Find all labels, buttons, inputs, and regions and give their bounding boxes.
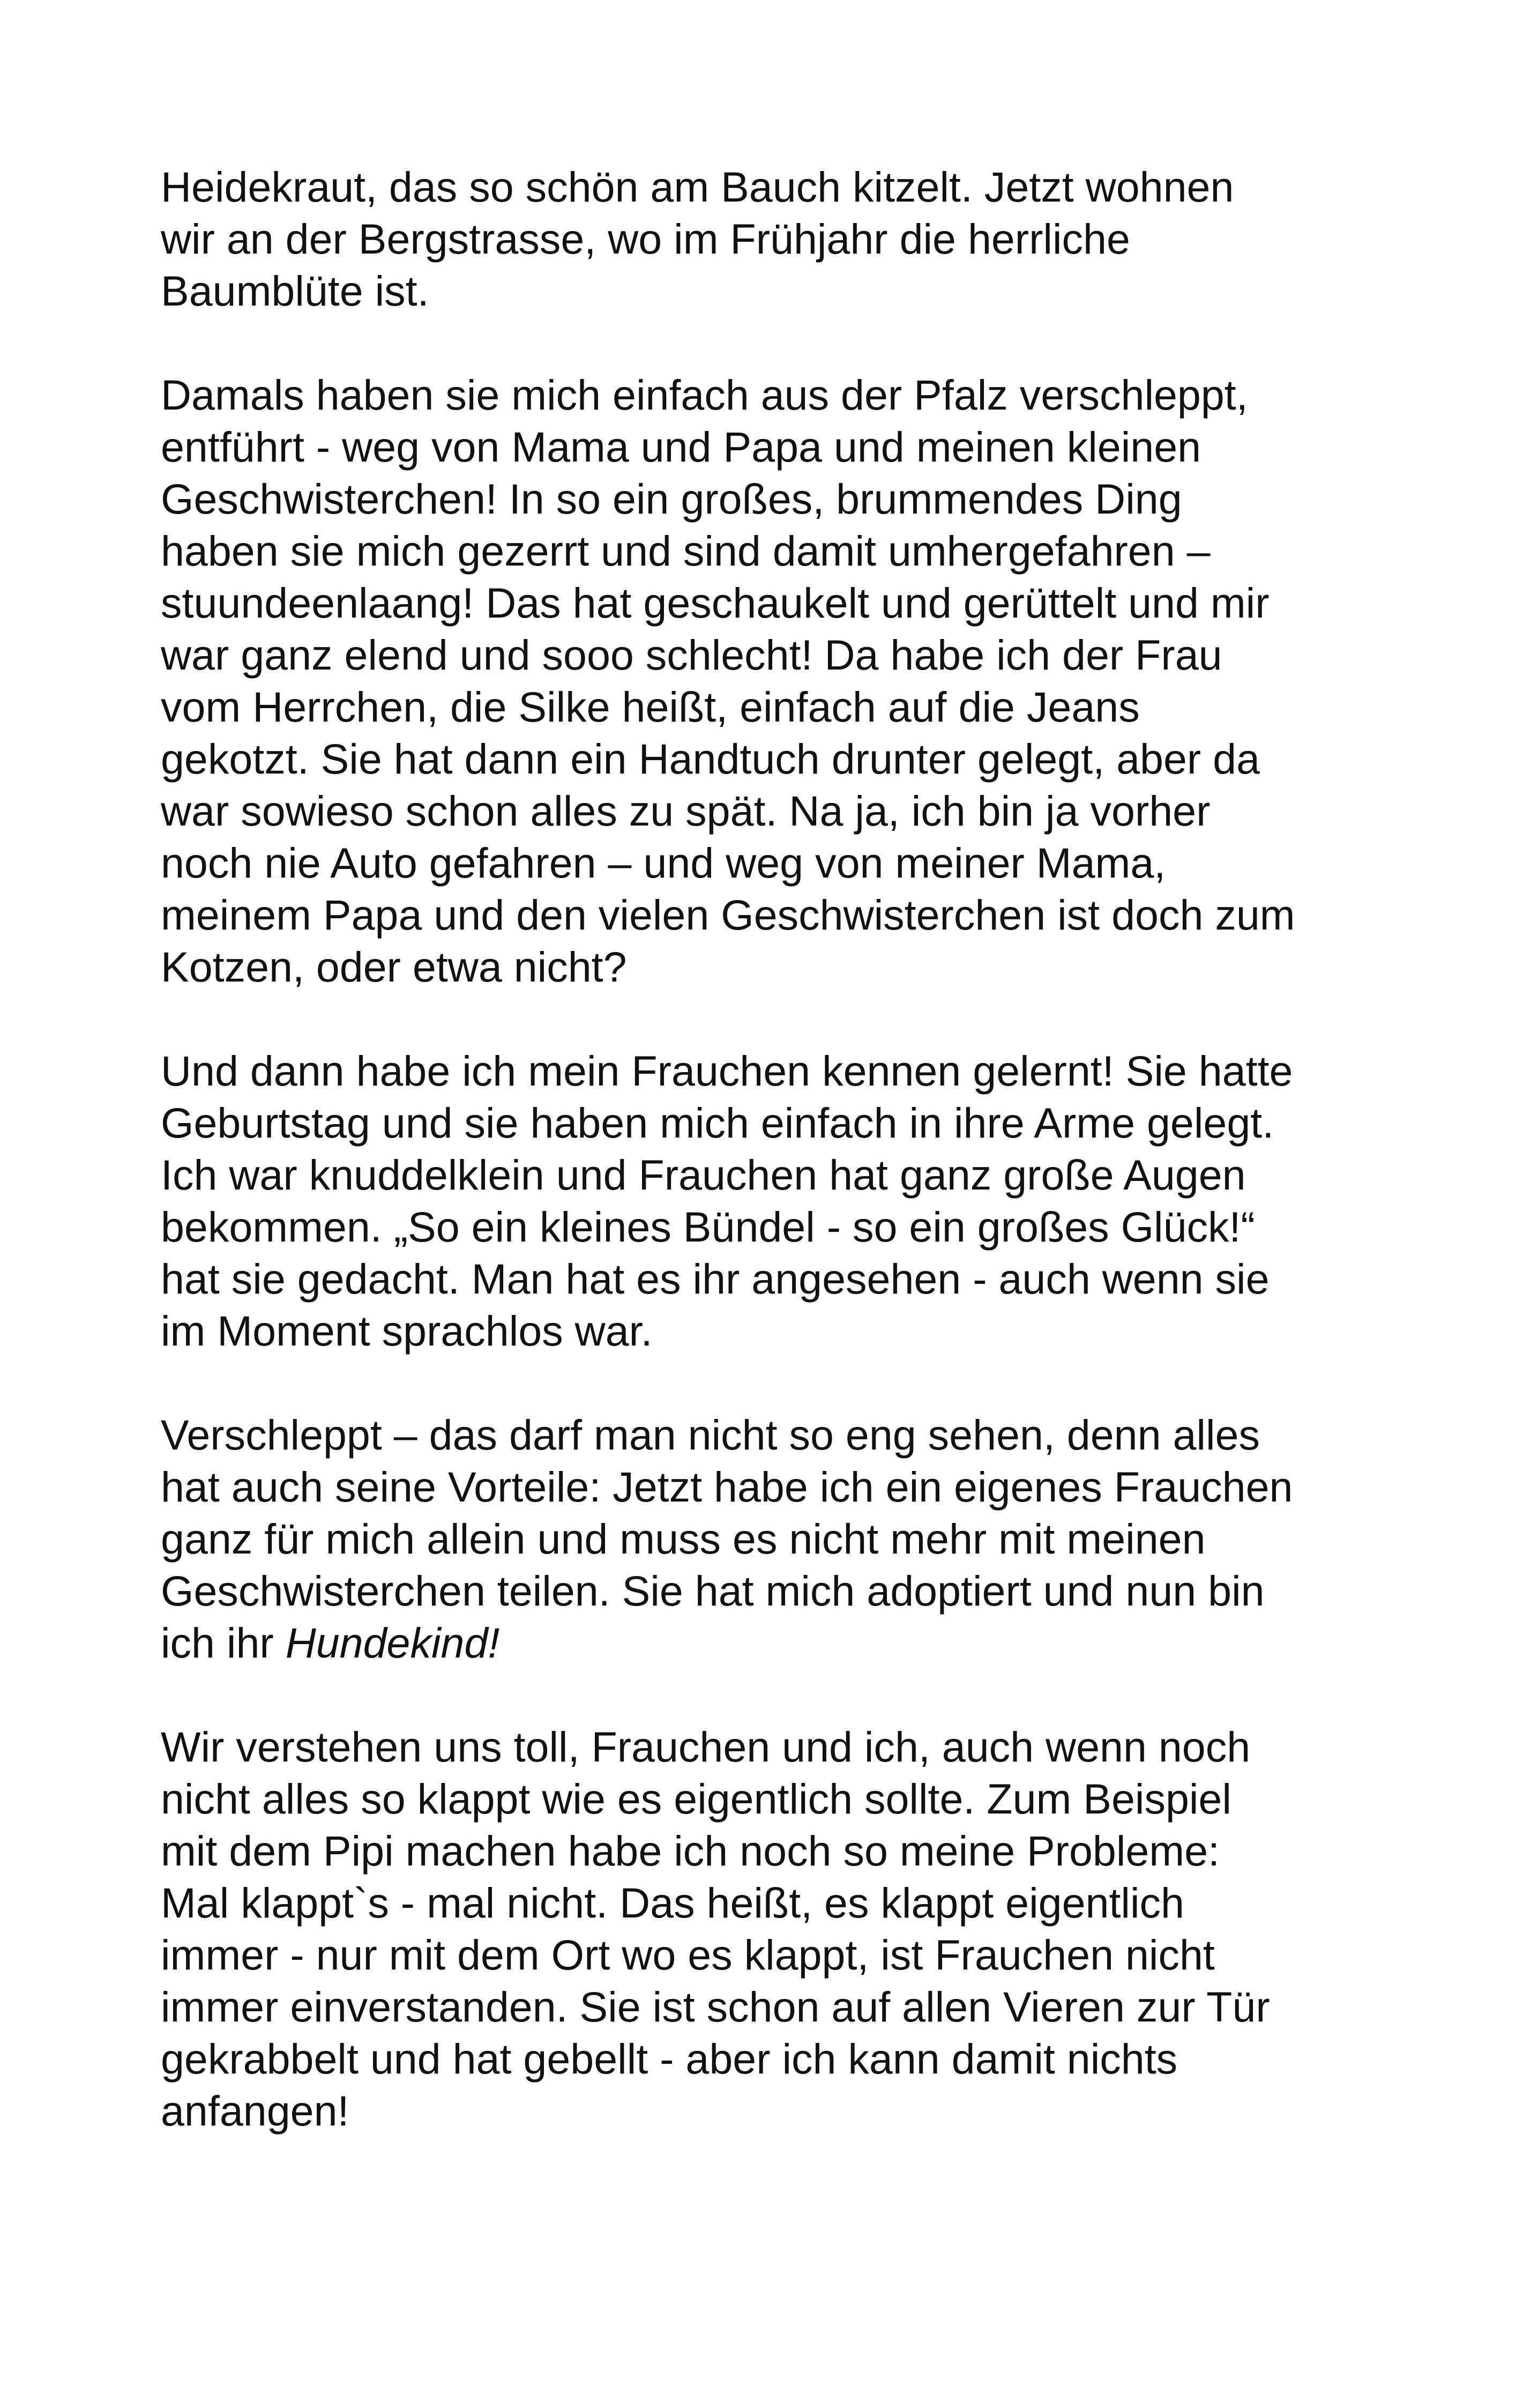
paragraph-4 [161, 1409, 1393, 1669]
body-text [161, 161, 1393, 2137]
paragraph-5: Wir verstehen uns toll, Frauchen und ich, auch wenn noch nicht alles so klappt wie es eigentlich sollte. Zum Beispiel mit dem Pipi machen habe ich noch so meine Probleme: Mal klappt`s - mal nicht. Das heißt, es klappt eigentlich immer - nur mit dem Ort wo es klappt, ist Frauchen nicht immer einverstanden. Sie ist schon auf allen Vieren zur Tür gekrabbelt und hat gebellt - aber ich kann damit nichts anfangen! [161, 1723, 1270, 2135]
paragraph-2: Damals haben sie mich einfach aus der Pfalz verschleppt, entführt - weg von Mama und Papa und meinen kleinen Geschwisterchen! In so ein großes, brummendes Ding haben sie mich gezerrt und sind damit umhergefahren – stuundeenlaang! Das hat geschaukelt und gerüttelt und mir war ganz elend und sooo schlecht! Da habe ich der Frau vom Herrchen, die Silke heißt, einfach auf die Jeans gekotzt. Sie hat dann ein Handtuch drunter gelegt, aber da war sowieso schon alles zu spät. Na ja, ich bin ja vorher noch nie Auto gefahren – und weg von meiner Mama, meinem Papa und den vielen Geschwisterchen ist doch zum Kotzen, oder etwa nicht? [161, 371, 1295, 991]
paragraph-3: Und dann habe ich mein Frauchen kennen gelernt! Sie hatte Geburtstag und sie haben mich einfach in ihre Arme gelegt. Ich war knuddelklein und Frauchen hat ganz große Augen bekommen. „So ein kleines Bündel - so ein großes Glück!“ hat sie gedacht. Man hat es ihr angesehen - auch wenn sie im Moment sprachlos war. [161, 1047, 1293, 1355]
paragraph-4-emphasis: Hundekind! [285, 1619, 500, 1667]
paragraph-4-text: Verschleppt – das darf man nicht so eng sehen, denn alles hat auch seine Vorteile: Jetzt habe ich ein eigenes Frauchen ganz für mich allein und muss es nicht mehr mit meinen Geschwisterchen teilen. Sie hat mich adoptiert und nun bin ich ihr [161, 1411, 1293, 1667]
paragraph-1: Heidekraut, das so schön am Bauch kitzelt. Jetzt wohnen wir an der Bergstrasse, wo im Frühjahr die herrliche Baumblüte ist. [161, 163, 1234, 315]
